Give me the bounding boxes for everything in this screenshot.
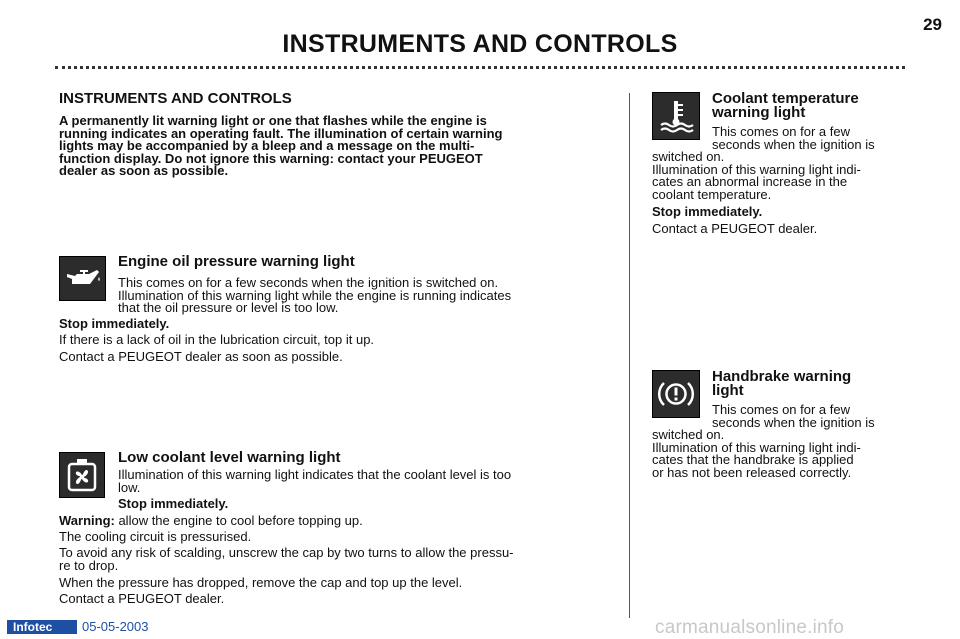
coolant-top-up: When the pressure has dropped, remove the cap and top up the level. (59, 575, 463, 590)
watermark: carmanualsonline.info (655, 617, 845, 638)
oil-contact: Contact a PEUGEOT dealer as soon as possible. (59, 349, 343, 364)
coolant-temp-line: This comes on for a few (712, 124, 850, 139)
oil-line: This comes on for a few seconds when the ignition is switched on. (118, 275, 499, 290)
intro-line: function display. Do not ignore this warning: contact your PEUGEOT (59, 150, 483, 166)
coolant-temp-stop: Stop immediately. (652, 204, 763, 219)
oil-line: Illumination of this warning light while the engine is running indicates (118, 287, 512, 303)
coolant-temp-line: cates an abnormal increase in the (652, 174, 848, 189)
intro-paragraph (59, 115, 604, 178)
coolant-level-stop: Stop immediately. (118, 496, 229, 511)
coolant-scald-line: To avoid any risk of scalding, unscrew the cap by two turns to allow the pressu- (59, 545, 514, 560)
oil-heading: Engine oil pressure warning light (118, 253, 355, 270)
coolant-scald-line: re to drop. (59, 557, 119, 573)
page-title: INSTRUMENTS AND CONTROLS (282, 30, 678, 58)
footer-date: 05-05-2003 (82, 619, 149, 634)
coolant-level-warning (59, 515, 363, 528)
coolant-contact: Contact a PEUGEOT dealer. (59, 591, 225, 606)
thermometer-waves-icon (652, 92, 700, 140)
warning-text: allow the engine to cool before topping up. (114, 513, 363, 528)
intro-line: running indicates an operating fault. The illumination of certain warning (59, 125, 503, 141)
infotec-logo: Infotec (7, 620, 77, 634)
coolant-scald-warning (59, 547, 605, 572)
coolant-level-line: Illumination of this warning light indicates that the coolant level is too (118, 467, 512, 482)
coolant-reservoir-icon (59, 452, 105, 498)
handbrake-heading-line: Handbrake warning (712, 368, 852, 385)
handbrake-line: cates that the handbrake is applied (652, 452, 854, 467)
oil-line: that the oil pressure or level is too low. (118, 300, 339, 315)
coolant-level-description (118, 469, 605, 494)
coolant-temp-desc-a (712, 126, 905, 151)
oil-top-up: If there is a lack of oil in the lubrication circuit, top it up. (59, 332, 375, 347)
coolant-temp-heading-line: Coolant temperature (712, 90, 859, 107)
coolant-level-heading: Low coolant level warning light (118, 449, 341, 466)
coolant-temp-line: seconds when the ignition is (712, 136, 875, 152)
coolant-temp-line: switched on. (652, 149, 725, 164)
page-number: 29 (923, 15, 942, 34)
coolant-temp-heading (712, 92, 859, 120)
intro-line: lights may be accompanied by a bleep and a message on the multi- (59, 138, 475, 153)
brake-circle-icon (652, 370, 700, 418)
column-divider (629, 93, 630, 618)
handbrake-line: This comes on for a few (712, 402, 850, 417)
warning-label: Warning: (59, 513, 115, 528)
handbrake-heading-line: light (712, 382, 744, 399)
handbrake-desc-b (652, 429, 905, 479)
intro-line: dealer as soon as possible. (59, 163, 229, 178)
coolant-temp-heading-line: warning light (712, 104, 806, 121)
handbrake-line: Illumination of this warning light indi- (652, 439, 861, 455)
oil-description (118, 277, 605, 315)
oil-stop: Stop immediately. (59, 316, 170, 331)
coolant-temp-desc-b (652, 151, 905, 201)
handbrake-line: seconds when the ignition is (712, 414, 875, 430)
coolant-temp-line: Illumination of this warning light indi- (652, 161, 861, 177)
dotted-divider (55, 66, 905, 69)
handbrake-heading (712, 370, 851, 398)
oil-can-icon (59, 256, 106, 301)
handbrake-line: or has not been released correctly. (652, 464, 852, 480)
handbrake-desc-a (712, 404, 905, 429)
handbrake-line: switched on. (652, 427, 725, 442)
intro-heading: INSTRUMENTS AND CONTROLS (59, 90, 292, 107)
coolant-pressurised: The cooling circuit is pressurised. (59, 529, 252, 544)
intro-line: A permanently lit warning light or one that flashes while the engine is (59, 113, 487, 128)
coolant-level-line: low. (118, 479, 141, 495)
coolant-temp-contact: Contact a PEUGEOT dealer. (652, 221, 818, 236)
coolant-temp-line: coolant temperature. (652, 186, 772, 202)
